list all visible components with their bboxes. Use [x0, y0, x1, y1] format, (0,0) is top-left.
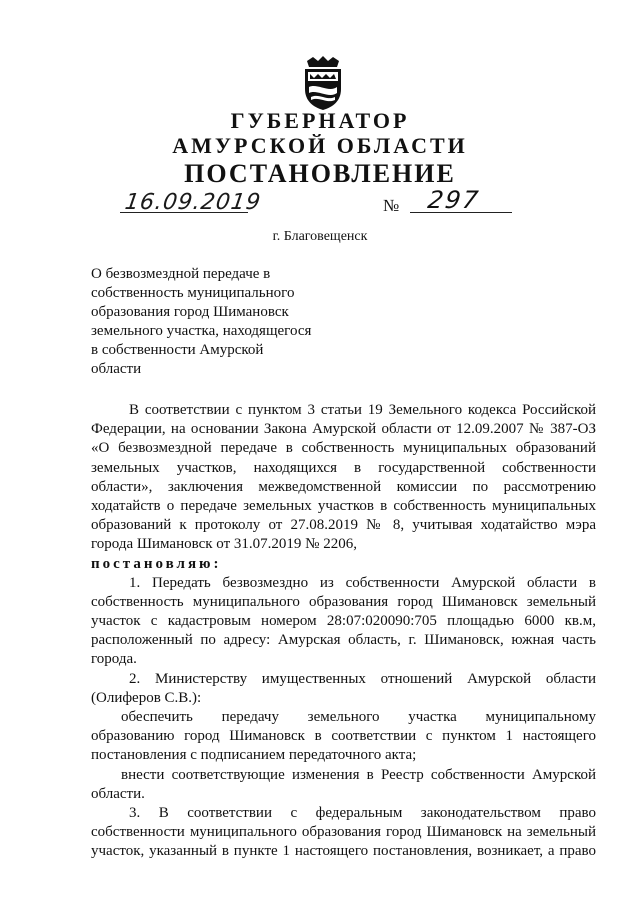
preamble-line: В соответствии с пунктом 3 статьи 19 Земельного кодекса Российской — [129, 402, 596, 418]
item1-line: участок с кадастровым номером 28:07:020090:705 площадью 6000 кв.м, — [91, 613, 596, 630]
item2-line: 2. Министерству имущественных отношений Амурской области — [129, 670, 596, 687]
preamble-line: образований к протоколу от 27.08.2019 № 8, учитывая ходатайство мэра — [91, 517, 596, 534]
item1-line: расположенный по адресу: Амурская область, г. Шимановск, южная часть — [91, 632, 596, 649]
subject-line: О безвозмездной передаче в — [91, 266, 271, 282]
item2a-line: образованию город Шимановск в соответствии с пунктом 1 настоящего — [91, 728, 596, 745]
header-title-governor: ГУБЕРНАТОР — [230, 108, 410, 133]
preamble-line: Федерации, на основании Закона Амурской области от 12.09.2007 № 387-ОЗ — [91, 421, 596, 438]
item2-line: (Олиферов С.В.): — [91, 689, 202, 706]
subject-line: образования город Шимановск — [91, 304, 289, 320]
item3-line: 3. В соответствии с федеральным законодательством право — [129, 804, 596, 821]
item3-line: участок, указанный в пункте 1 настоящего постановления, возникает, а право — [91, 843, 596, 860]
handwritten-date: 16.09.2019 — [123, 190, 263, 215]
item1-line: собственность муниципального образования город Шимановск земельный — [91, 593, 596, 610]
coat-of-arms-icon — [299, 55, 347, 111]
preamble-line: города Шимановск от 31.07.2019 № 2206, — [91, 536, 357, 553]
number-sign: № — [383, 196, 400, 215]
item2b-line: области. — [91, 785, 145, 802]
subject-line: области — [91, 361, 142, 377]
preamble-line: «О безвозмездной передаче в собственность муниципальных образований — [91, 440, 596, 457]
decree-word: постановляю: — [91, 555, 222, 572]
date-underline — [120, 212, 248, 213]
item2a-line: постановления с подписанием передаточного акта; — [91, 747, 417, 764]
handwritten-number: 297 — [426, 186, 482, 214]
item1-line: города. — [91, 651, 137, 668]
item1-line: 1. Передать безвозмездно из собственности Амурской области в — [129, 574, 596, 591]
preamble-line: области», заключения межведомственной комиссии по рассмотрению — [91, 478, 596, 495]
number-underline — [410, 212, 512, 213]
subject-line: в собственности Амурской — [91, 342, 264, 358]
subject-line: земельного участка, находящегося — [91, 323, 312, 339]
preamble-line: ходатайств о передаче земельных участков в собственность муниципальных — [91, 497, 596, 514]
item2b-line: внести соответствующие изменения в Реестр собственности Амурской — [121, 766, 596, 783]
city-label: г. Благовещенск — [272, 229, 368, 244]
coat-of-arms-emblem — [299, 55, 347, 111]
header-title-decree: ПОСТАНОВЛЕНИЕ — [184, 159, 456, 188]
decree-subject — [91, 265, 351, 379]
decree-body — [91, 401, 596, 862]
item3-line: собственности муниципального образования город Шимановск на земельный — [91, 824, 596, 841]
subject-line: собственность муниципального — [91, 285, 295, 301]
header-title-region: АМУРСКОЙ ОБЛАСТИ — [172, 133, 468, 158]
item2a-line: обеспечить передачу земельного участка муниципальному — [121, 709, 596, 725]
preamble-line: земельных участков, находящихся в государственной собственности — [91, 459, 596, 476]
